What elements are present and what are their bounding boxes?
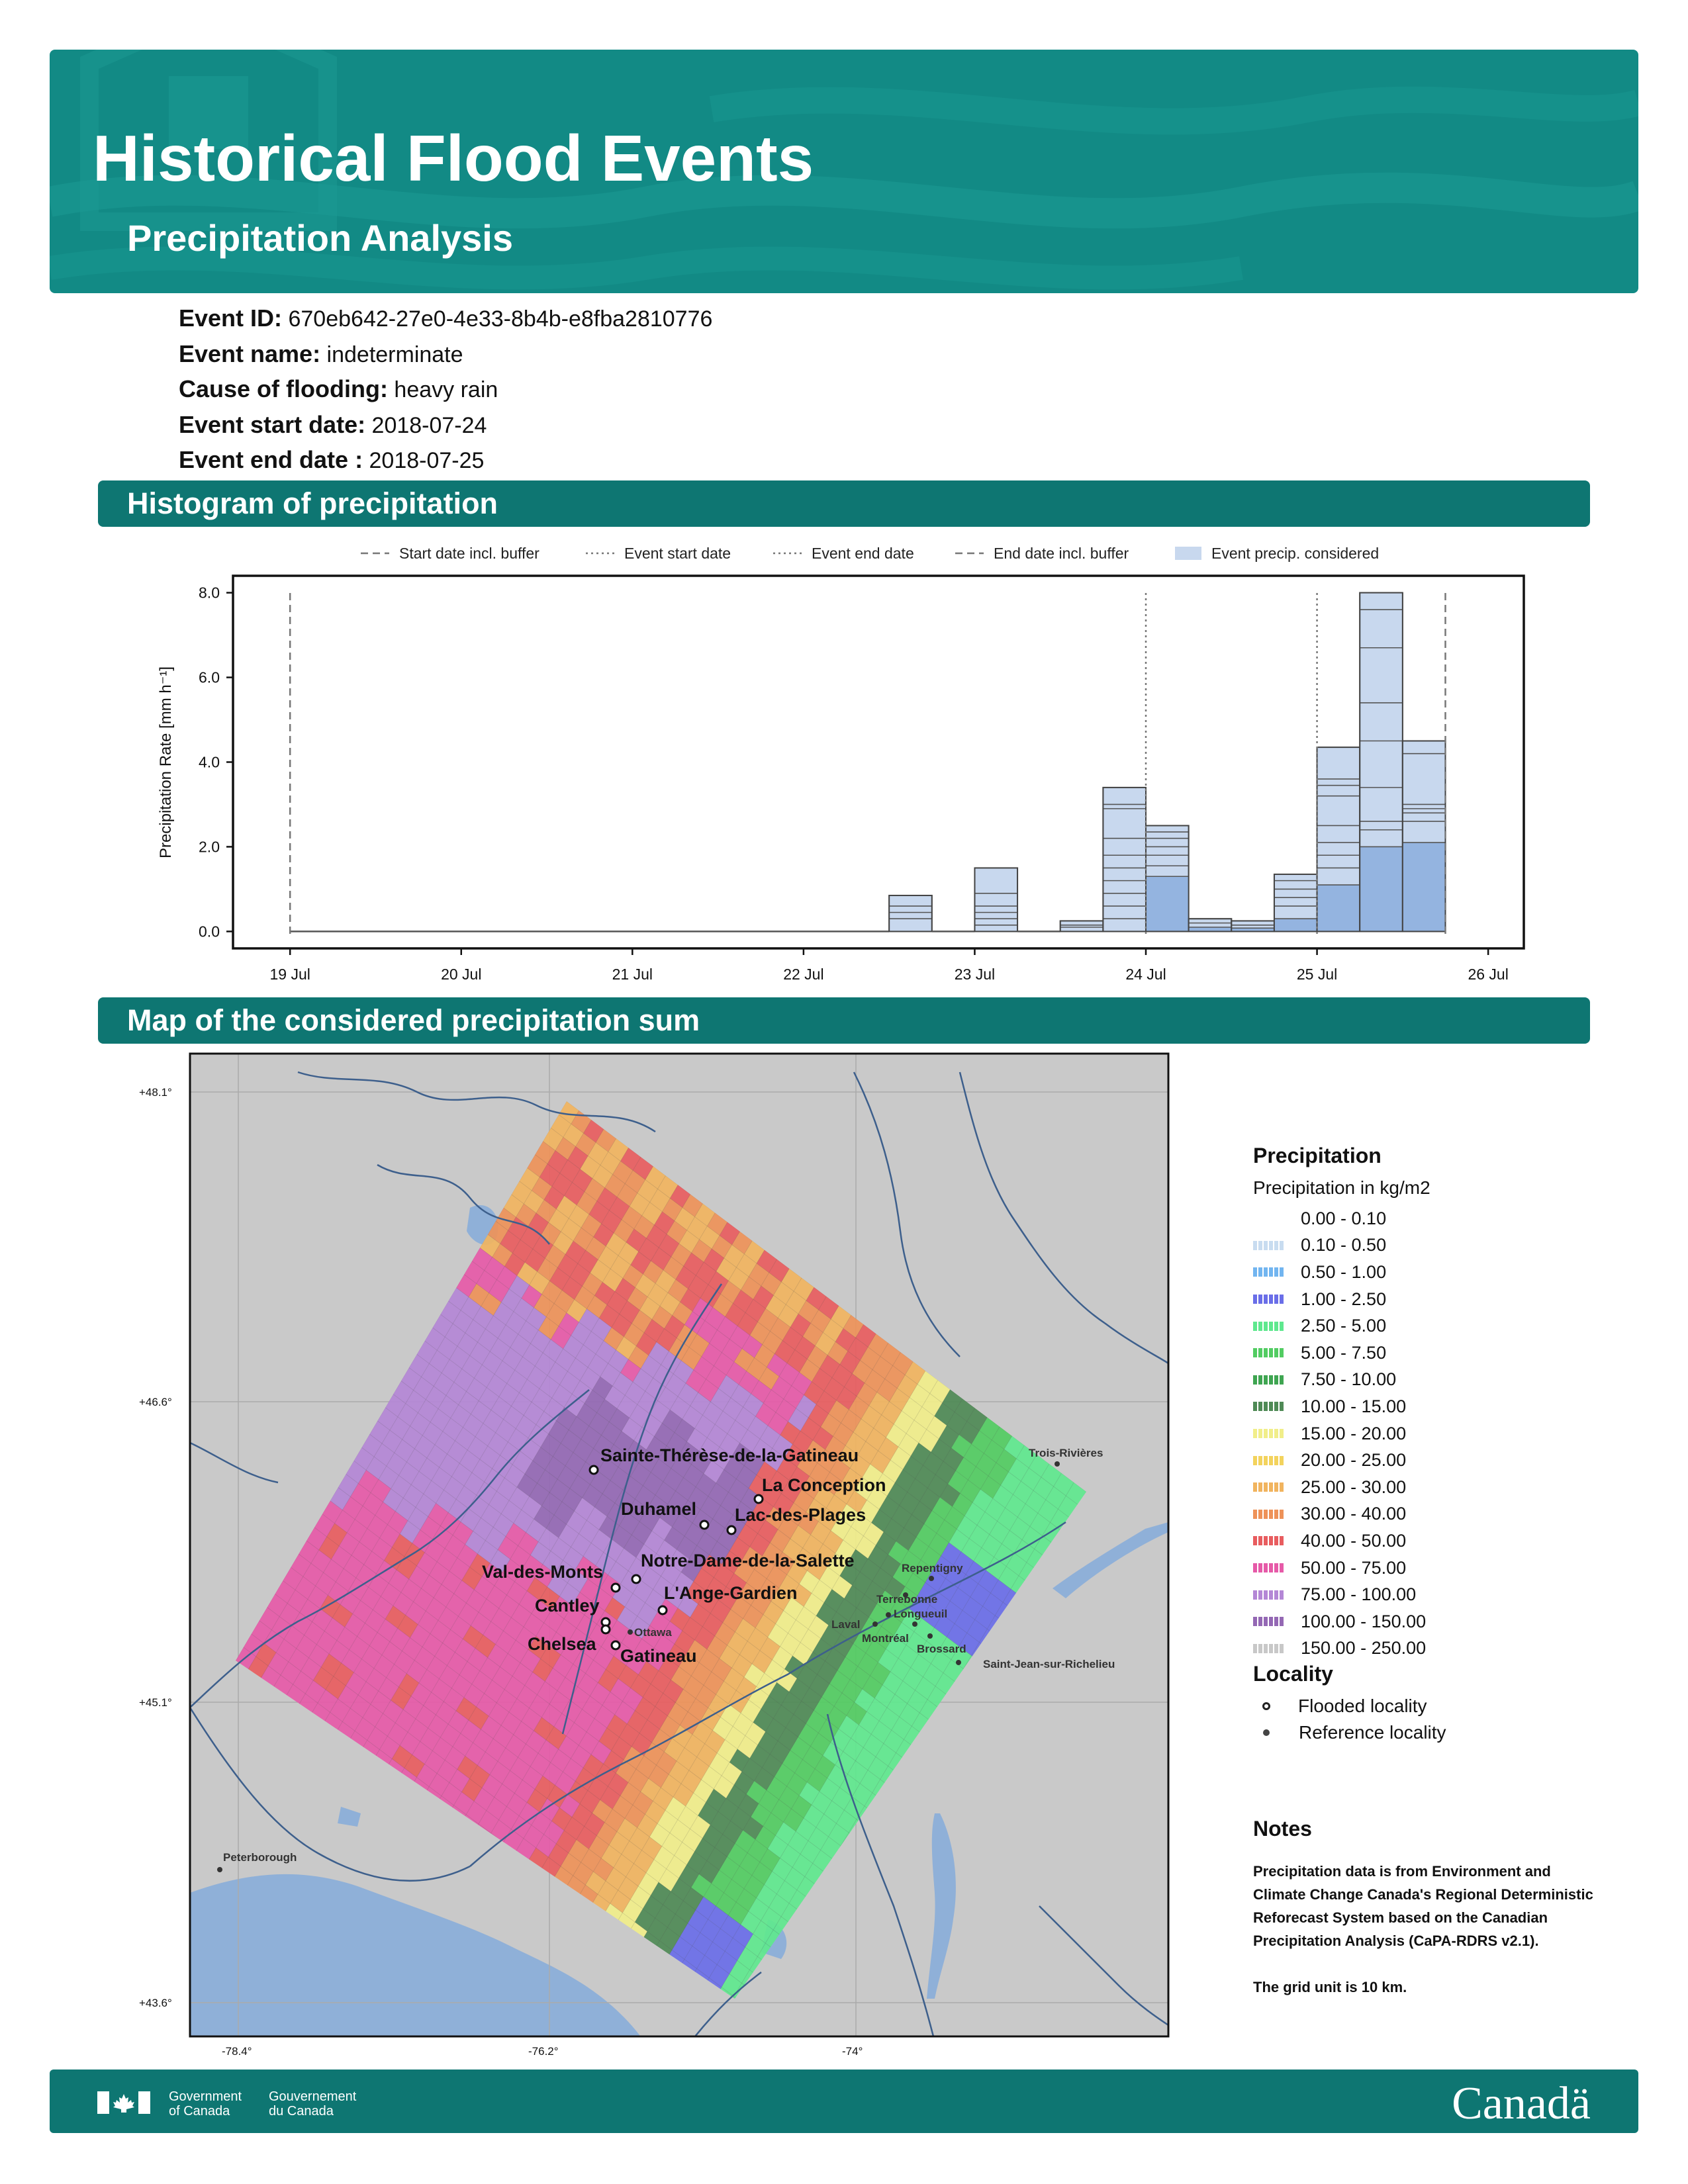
event-end-label: Event end date : (179, 446, 363, 473)
histogram-bar (889, 895, 932, 931)
event-name-label: Event name: (179, 340, 321, 367)
government-fr-line2: du Canada (269, 2104, 334, 2118)
y-tick-label: 4.0 (199, 753, 220, 771)
legend-item-label: 7.50 - 10.00 (1301, 1369, 1397, 1390)
notes-panel (1253, 1817, 1597, 1999)
legend-item (1253, 1635, 1597, 1662)
legend-item-label: 1.00 - 2.50 (1301, 1289, 1387, 1309)
lon-label-3: -74° (842, 2045, 863, 2058)
legend-swatch (1253, 1456, 1284, 1465)
histogram-bar-considered (1146, 876, 1189, 931)
event-start-label: Event start date: (179, 410, 366, 438)
legend-event-end: Event end date (812, 545, 914, 562)
event-cause-label: Cause of flooding: (179, 375, 388, 402)
legend-item-label: 30.00 - 40.00 (1301, 1504, 1407, 1524)
reference-marker-icon (1263, 1729, 1270, 1736)
legend-flooded-item (1253, 1693, 1597, 1719)
footer (50, 2070, 1638, 2133)
locality-gatineau: Gatineau (620, 1646, 697, 1666)
histogram-bar-considered (1274, 919, 1317, 931)
locality-notre-dame: Notre-Dame-de-la-Salette (641, 1551, 855, 1570)
x-tick-label: 26 Jul (1468, 966, 1509, 983)
y-tick-label: 0.0 (199, 923, 220, 940)
x-tick-label: 20 Jul (441, 966, 482, 983)
x-tick-label: 22 Jul (783, 966, 824, 983)
locality-lange-gardien: L'Ange-Gardien (664, 1583, 798, 1603)
x-tick-label: 25 Jul (1296, 966, 1338, 983)
event-id-value: 670eb642-27e0-4e33-8b4b-e8fba2810776 (288, 306, 713, 332)
locality-duhamel: Duhamel (621, 1499, 697, 1519)
legend-title: Precipitation (1253, 1144, 1382, 1167)
legend-swatch (1253, 1214, 1284, 1223)
y-axis-label: Precipitation Rate [mm h⁻¹] (157, 666, 175, 859)
legend-reference-item (1253, 1719, 1597, 1746)
flooded-marker-icon (1262, 1702, 1270, 1710)
legend-swatch (1253, 1644, 1284, 1653)
locality-brossard: Brossard (917, 1643, 966, 1655)
event-end-row (179, 443, 712, 478)
event-start-value: 2018-07-24 (371, 412, 487, 438)
legend-swatch (1253, 1590, 1284, 1600)
legend-item-label: 150.00 - 250.00 (1301, 1638, 1427, 1659)
canada-wordmark: Canadä (1452, 2078, 1591, 2129)
locality-lac-des-plages: Lac-des-Plages (735, 1505, 867, 1525)
notes-title: Notes (1253, 1817, 1312, 1841)
lat-label-3: +45.1° (139, 1696, 172, 1709)
legend-item-label: 0.10 - 0.50 (1301, 1235, 1387, 1255)
legend-item-label: 0.00 - 0.10 (1301, 1208, 1387, 1228)
histogram-bar (1060, 921, 1103, 931)
histogram-bar-considered (1403, 842, 1446, 931)
legend-item-label: 5.00 - 7.50 (1301, 1342, 1387, 1363)
government-fr-line1: Gouvernement (269, 2089, 357, 2104)
event-cause-value: heavy rain (394, 377, 498, 402)
legend-item (1253, 1527, 1597, 1555)
chart-legend (361, 545, 1379, 562)
locality-title: Locality (1253, 1662, 1333, 1686)
event-details (179, 301, 712, 478)
event-id-row (179, 301, 712, 337)
legend-item (1253, 1312, 1597, 1340)
section-histogram-header (98, 480, 1590, 527)
locality-chelsea: Chelsea (528, 1634, 596, 1654)
locality-laval: Laval (831, 1618, 861, 1631)
locality-val-des-monts: Val-des-Monts (482, 1562, 604, 1582)
event-start-row (179, 408, 712, 443)
legend-item (1253, 1608, 1597, 1635)
legend-item (1253, 1420, 1597, 1447)
lat-label-4: +43.6° (139, 1997, 172, 2009)
notes-grid-unit: The grid unit is 10 km. (1253, 1979, 1407, 1995)
legend-item (1253, 1501, 1597, 1528)
legend-item (1253, 1367, 1597, 1394)
locality-la-conception: La Conception (762, 1475, 886, 1495)
legend-item (1253, 1555, 1597, 1582)
legend-item-label: 75.00 - 100.00 (1301, 1584, 1417, 1605)
legend-swatch (1253, 1617, 1284, 1626)
legend-item (1253, 1393, 1597, 1420)
notes-data-source: Precipitation data is from Environment and Climate Change Canada's Regional Deterministic Reforecast System based on the Canadian Precipitation Analysis (CaPA-RDRS v2.1). (1253, 1863, 1593, 1949)
lon-label-2: -76.2° (528, 2045, 559, 2058)
chart-plot-area (290, 593, 1445, 934)
legend-start-buffer: Start date incl. buffer (399, 545, 539, 562)
legend-item (1253, 1259, 1597, 1286)
locality-peterborough: Peterborough (223, 1851, 297, 1864)
event-id-label: Event ID: (179, 304, 283, 332)
government-en-line1: Government (169, 2089, 242, 2104)
x-tick-label: 21 Jul (612, 966, 653, 983)
lat-label-1: +48.1° (139, 1086, 172, 1099)
section-map-title: Map of the considered precipitation sum (127, 1003, 700, 1037)
legend-end-buffer: End date incl. buffer (994, 545, 1129, 562)
event-end-value: 2018-07-25 (369, 448, 485, 473)
x-tick-label: 24 Jul (1125, 966, 1166, 983)
event-name-value: indeterminate (326, 341, 463, 367)
page-subtitle: Precipitation Analysis (127, 217, 513, 259)
legend-event-start: Event start date (624, 545, 731, 562)
legend-item (1253, 1232, 1597, 1259)
locality-montreal: Montréal (862, 1632, 909, 1645)
legend-item (1253, 1286, 1597, 1313)
legend-swatch (1253, 1429, 1284, 1438)
legend-item-label: 2.50 - 5.00 (1301, 1316, 1387, 1336)
histogram-bar (974, 868, 1017, 931)
legend-swatch (1253, 1348, 1284, 1357)
locality-longueuil: Longueuil (894, 1608, 948, 1620)
y-tick-label: 6.0 (199, 668, 220, 686)
lon-label-1: -78.4° (222, 2045, 252, 2058)
legend-item-label: 25.00 - 30.00 (1301, 1477, 1407, 1497)
government-en-line2: of Canada (169, 2104, 230, 2118)
legend-considered-swatch (1175, 547, 1201, 560)
precipitation-sum-map (99, 1046, 1185, 2065)
legend-item-label: 40.00 - 50.00 (1301, 1530, 1407, 1551)
legend-subtitle: Precipitation in kg/m2 (1253, 1177, 1430, 1198)
event-name-row (179, 337, 712, 373)
legend-swatch (1253, 1536, 1284, 1545)
map-legend (1253, 1144, 1597, 1746)
legend-item (1253, 1205, 1597, 1232)
locality-trois-rivieres: Trois-Rivières (1029, 1447, 1103, 1459)
government-fr (269, 2089, 356, 2118)
legend-flooded-label: Flooded locality (1298, 1696, 1427, 1717)
legend-considered: Event precip. considered (1211, 545, 1380, 562)
legend-swatch (1253, 1563, 1284, 1572)
legend-reference-label: Reference locality (1299, 1722, 1446, 1743)
legend-item-label: 0.50 - 1.00 (1301, 1261, 1387, 1282)
legend-item (1253, 1474, 1597, 1501)
government-en (169, 2089, 242, 2118)
legend-swatch (1253, 1510, 1284, 1519)
legend-swatch (1253, 1295, 1284, 1304)
x-tick-label: 23 Jul (954, 966, 996, 983)
legend-item (1253, 1340, 1597, 1367)
legend-swatch (1253, 1241, 1284, 1250)
report-header (50, 50, 1638, 293)
legend-item-label: 10.00 - 15.00 (1301, 1396, 1407, 1416)
legend-item (1253, 1581, 1597, 1608)
y-tick-label: 2.0 (199, 838, 220, 856)
x-tick-label: 19 Jul (269, 966, 310, 983)
page-title: Historical Flood Events (93, 122, 814, 195)
legend-item-label: 20.00 - 25.00 (1301, 1450, 1407, 1471)
legend-swatch (1253, 1482, 1284, 1492)
locality-saint-jean: Saint-Jean-sur-Richelieu (983, 1658, 1115, 1670)
legend-item (1253, 1447, 1597, 1474)
y-tick-label: 8.0 (199, 584, 220, 602)
precipitation-histogram (139, 529, 1569, 993)
locality-repentigny: Repentigny (902, 1562, 963, 1574)
legend-item-label: 100.00 - 150.00 (1301, 1611, 1427, 1631)
legend-item-label: 50.00 - 75.00 (1301, 1557, 1407, 1578)
canada-flag-icon (97, 2091, 150, 2114)
histogram-bar-considered (1360, 846, 1403, 931)
locality-ottawa: Ottawa (634, 1626, 672, 1639)
event-cause-row (179, 372, 712, 408)
locality-sainte-therese: Sainte-Thérèse-de-la-Gatineau (600, 1445, 859, 1465)
legend-swatch (1253, 1375, 1284, 1385)
histogram-bar-considered (1317, 885, 1360, 931)
legend-item-label: 15.00 - 20.00 (1301, 1423, 1407, 1443)
legend-swatch (1253, 1322, 1284, 1331)
section-map-header (98, 997, 1590, 1044)
locality-terrebonne: Terrebonne (876, 1593, 938, 1606)
legend-items (1253, 1205, 1597, 1662)
legend-swatch (1253, 1402, 1284, 1411)
locality-cantley: Cantley (535, 1596, 600, 1615)
section-histogram-title: Histogram of precipitation (127, 486, 498, 520)
lat-label-2: +46.6° (139, 1396, 172, 1408)
legend-swatch (1253, 1267, 1284, 1277)
